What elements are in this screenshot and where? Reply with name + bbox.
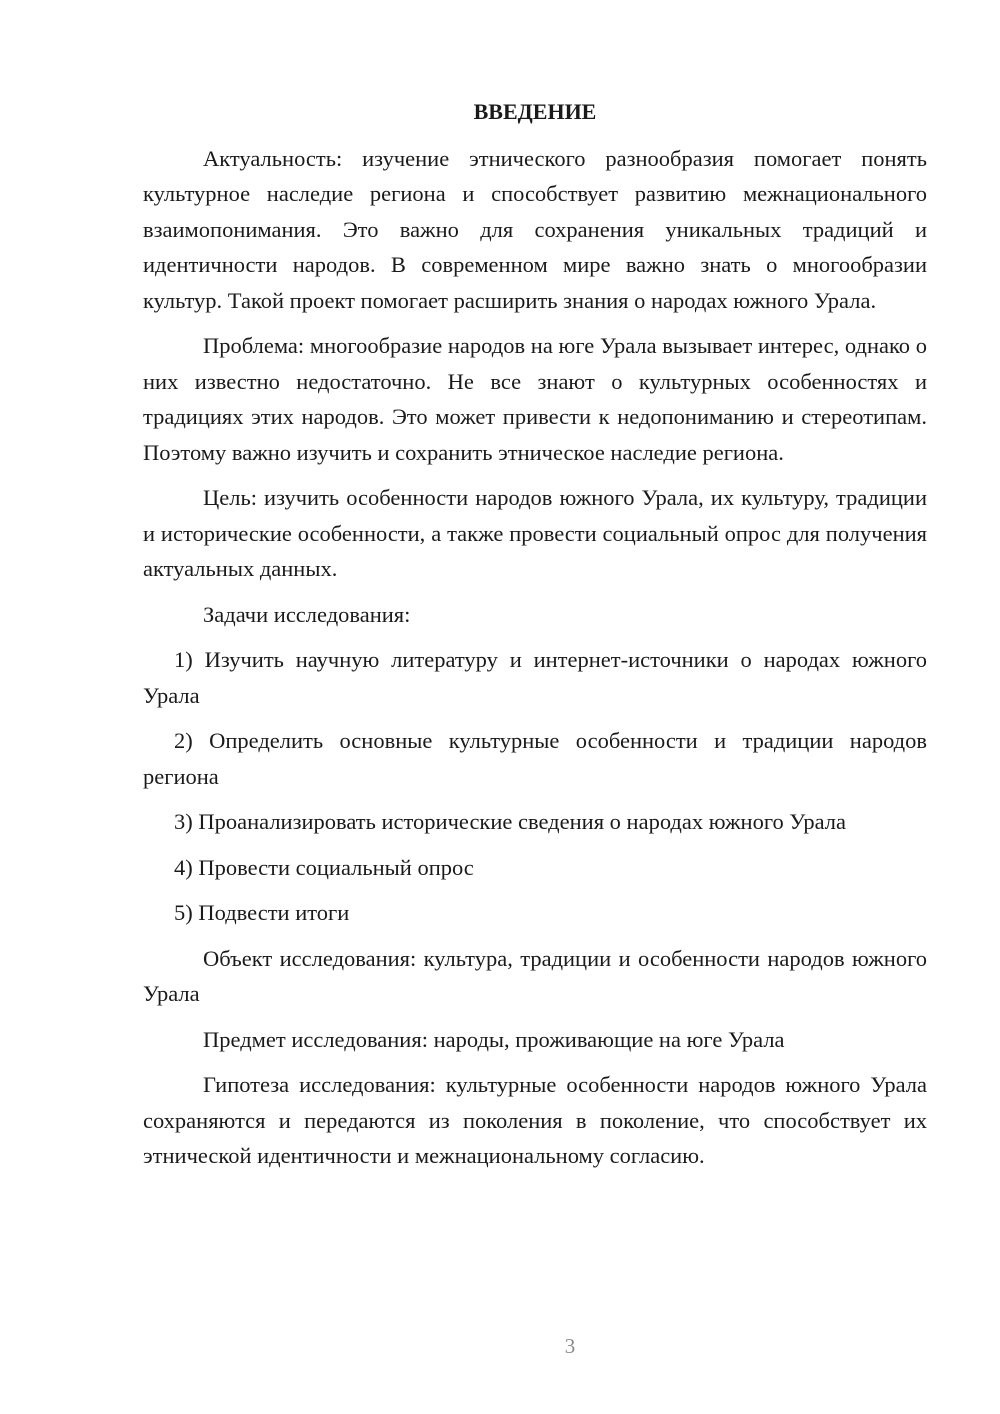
task-item: 4) Провести социальный опрос [174, 854, 474, 880]
task-item: 3) Проанализировать исторические сведения о народах южного Урала [174, 809, 846, 834]
subject-paragraph: Предмет исследования: народы, проживающие на юге Урала [203, 1026, 785, 1052]
task-item: 1) Изучить научную литературу и интернет-источники о народах южного Урала [143, 647, 927, 708]
goal-paragraph: Цель: изучить особенности народов южного Урала, их культуру, традиции и исторические особенности, а также провести социальный опрос для получения актуальных данных. [143, 485, 927, 581]
page-title: ВВЕДЕНИЕ [473, 99, 597, 124]
relevance-paragraph: Актуальность: изучение этнического разнообразия помогает понять культурное наследие региона и способствует развитию межнационального взаимопонимания. Это важно для сохранения уникальных традиций и идентичности народов. В современном мире важно знать о многообразии культур. Такой проект помогает расширить знания о народах южного Урала. [143, 145, 927, 313]
task-item: 2) Определить основные культурные особенности и традиции народов региона [143, 728, 927, 789]
hypothesis-paragraph: Гипотеза исследования: культурные особенности народов южного Урала сохраняются и передаются из поколения в поколение, что способствует их этнической идентичности и межнациональному согласию. [143, 1072, 927, 1168]
document-body [143, 94, 927, 1184]
object-paragraph: Объект исследования: культура, традиции и особенности народов южного Урала [143, 945, 927, 1006]
task-item: 5) Подвести итоги [174, 900, 350, 925]
problem-paragraph: Проблема: многообразие народов на юге Урала вызывает интерес, однако о них известно недостаточно. Не все знают о культурных особенностях и традициях этих народов. Это может привести к недопониманию и стереотипам. Поэтому важно изучить и сохранить этническое наследие региона. [143, 333, 927, 465]
tasks-title: Задачи исследования: [203, 601, 411, 627]
page-number: 3 [564, 1334, 576, 1358]
